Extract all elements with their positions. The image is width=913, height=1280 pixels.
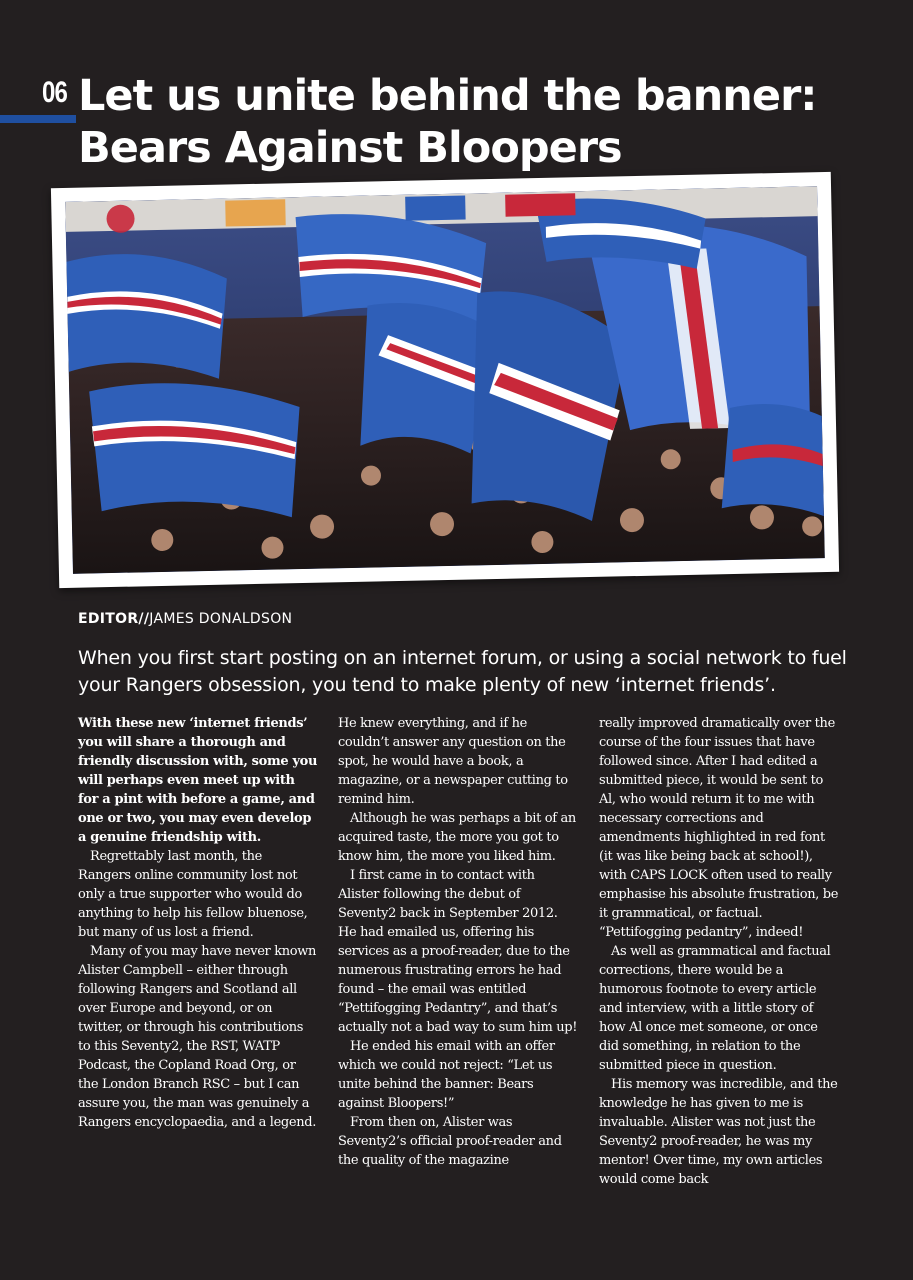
accent-bar bbox=[0, 115, 76, 123]
body-paragraph: I first came in to contact with Alister following the debut of Seventy2 back in September 2012. He had emailed us, offering his services as a proof-reader, due to the numerous frustrating errors he had found – the email was entitled “Pettifogging Pedantry”, and that’s actually not a bad way to sum him up! bbox=[338, 868, 578, 1035]
headline bbox=[78, 70, 816, 174]
column-2 bbox=[338, 714, 578, 1170]
byline-name: JAMES DONALDSON bbox=[149, 611, 293, 627]
body-paragraph: really improved dramatically over the course of the four issues that have followed since. After I had edited a submitted piece, it would be sent to Al, who would return it to me with necessary corrections and amendments highlighted in red font (it was like being back at school!), with CAPS LOCK often used to really emphasise his absolute frustration, be it grammatical, or factual. “Pettifogging pedantry”, indeed! bbox=[599, 716, 839, 940]
crowd-flags-illustration bbox=[65, 186, 825, 574]
standfirst: When you first start posting on an internet forum, or using a social network to fuel your Rangers obsession, you tend to make plenty of new ‘internet friends’. bbox=[78, 647, 847, 696]
headline-line-2: Bears Against Bloopers bbox=[78, 123, 622, 173]
column-3 bbox=[599, 714, 839, 1189]
body-paragraph: Although he was perhaps a bit of an acquired taste, the more you got to know him, the more you liked him. bbox=[338, 811, 576, 864]
column-1 bbox=[78, 714, 318, 1132]
body-paragraph: He ended his email with an offer which we could not reject: “Let us unite behind the banner: Bears against Bloopers!” bbox=[338, 1039, 555, 1111]
crowd-flags-photo bbox=[65, 186, 825, 574]
body-paragraph: Many of you may have never known Alister Campbell – either through following Rangers and Scotland all over Europe and beyond, or on twitter, or through his contributions to this Seventy2, the RST, WATP Podcast, the Copland Road Org, or the London Branch RSC – but I can assure you, the man was genuinely a Rangers encyclopaedia, and a legend. bbox=[78, 944, 317, 1130]
body-paragraph: Regrettably last month, the Rangers online community lost not only a true supporter who would do anything to help his fellow bluenose, but many of us lost a friend. bbox=[78, 849, 308, 940]
body-paragraph: From then on, Alister was Seventy2’s official proof-reader and the quality of the magazine bbox=[338, 1115, 562, 1168]
byline-role: EDITOR// bbox=[78, 611, 150, 627]
byline bbox=[78, 611, 292, 627]
body-paragraph: He knew everything, and if he couldn’t answer any question on the spot, he would have a book, a magazine, or a newspaper cutting to remind him. bbox=[338, 716, 568, 807]
intro-paragraph: With these new ‘internet friends’ you will share a thorough and friendly discussion with, some you will perhaps even meet up with for a pint with before a game, and one or two, you may even develop a genuine friendship with. bbox=[78, 716, 318, 845]
body-paragraph: As well as grammatical and factual corrections, there would be a humorous footnote to every article and interview, with a little story of how Al once met someone, or once did something, in relation to the submitted piece in question. bbox=[599, 944, 831, 1073]
photo-frame bbox=[51, 172, 839, 588]
headline-line-1: Let us unite behind the banner: bbox=[78, 71, 817, 121]
body-paragraph: His memory was incredible, and the knowledge he has given to me is invaluable. Alister was not just the Seventy2 proof-reader, he was my mentor! Over time, my own articles would come back bbox=[599, 1077, 838, 1187]
page-number: 06 bbox=[42, 76, 68, 109]
